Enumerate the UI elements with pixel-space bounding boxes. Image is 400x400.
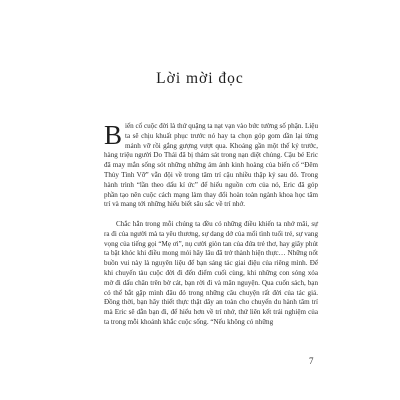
- page-heading: Lời mời đọc: [156, 70, 244, 87]
- body-text: [104, 122, 318, 328]
- paragraph-1: [104, 122, 318, 210]
- drop-cap: B: [104, 120, 123, 150]
- paragraph-1-text: iến cố cuộc đời là thứ quặng ta nạt vạn vào bức tường số phận. Liệu ta sẽ chịu khuất phục trước nó hay ta chọn góp gom dần lại từng mảnh vỡ rồi gắng gượng vượt qua. Khoảng gần một thế kỷ trước, hàng triệu người Do Thái đã bị thảm sát trong nạn diệt chủng. Cậu bé Eric đã may mắn sống sót những những ám ảnh kinh hoàng của biến cố “Đêm Thủy Tinh Vỡ” vẫn đội về trong tâm trí cậu nhiều thập kỷ sau đó. Trong hành trình “lần theo dấu kí ức” để hiểu nguồn cơn của nó, Eric đã góp phần tạo nên cuộc cách mạng làm thay đổi hoàn toàn ngành khoa học tâm trí và mang tới những hiểu biết sâu sắc về trí nhớ.: [104, 122, 318, 209]
- paragraph-2: Chắc hẳn trong mỗi chúng ta đều có những điều khiến ta nhớ mãi, sự ra đi của người mà ta yêu thương, sự dang dở của mối tình tuổi trẻ, sự vang vọng của tiếng gọi “Mẹ ơi”, nụ cười giòn tan của đứa trẻ thơ, hay giây phút ta bật khóc khi điều mong mỏi hãy lâu đã trở thành hiện thực… Những nốt buồn vui này là nguyên liệu để bạn sáng tác giai điệu của riêng mình. Để khi chuyến tàu cuộc đời đi đến điểm cuối cùng, khi những con sóng xóa mờ đi dấu chân trên bờ cát, bạn rời đi và mãn nguyện. Qua cuốn sách, bạn có thể bắt gặp mình đâu đó trong những câu chuyện rất đời của tác giả. Đồng thời, bạn hãy thiết thực thật dãy an toàn cho chuyến du hành tâm trí mà Eric sẽ dẫn bạn đi, để hiểu hơn về trí nhớ, thứ liên kết trải nghiệm của ta trong mỗi khoảnh khắc cuộc sống. “Nếu không có những: [104, 219, 318, 326]
- page-number: 7: [309, 356, 314, 366]
